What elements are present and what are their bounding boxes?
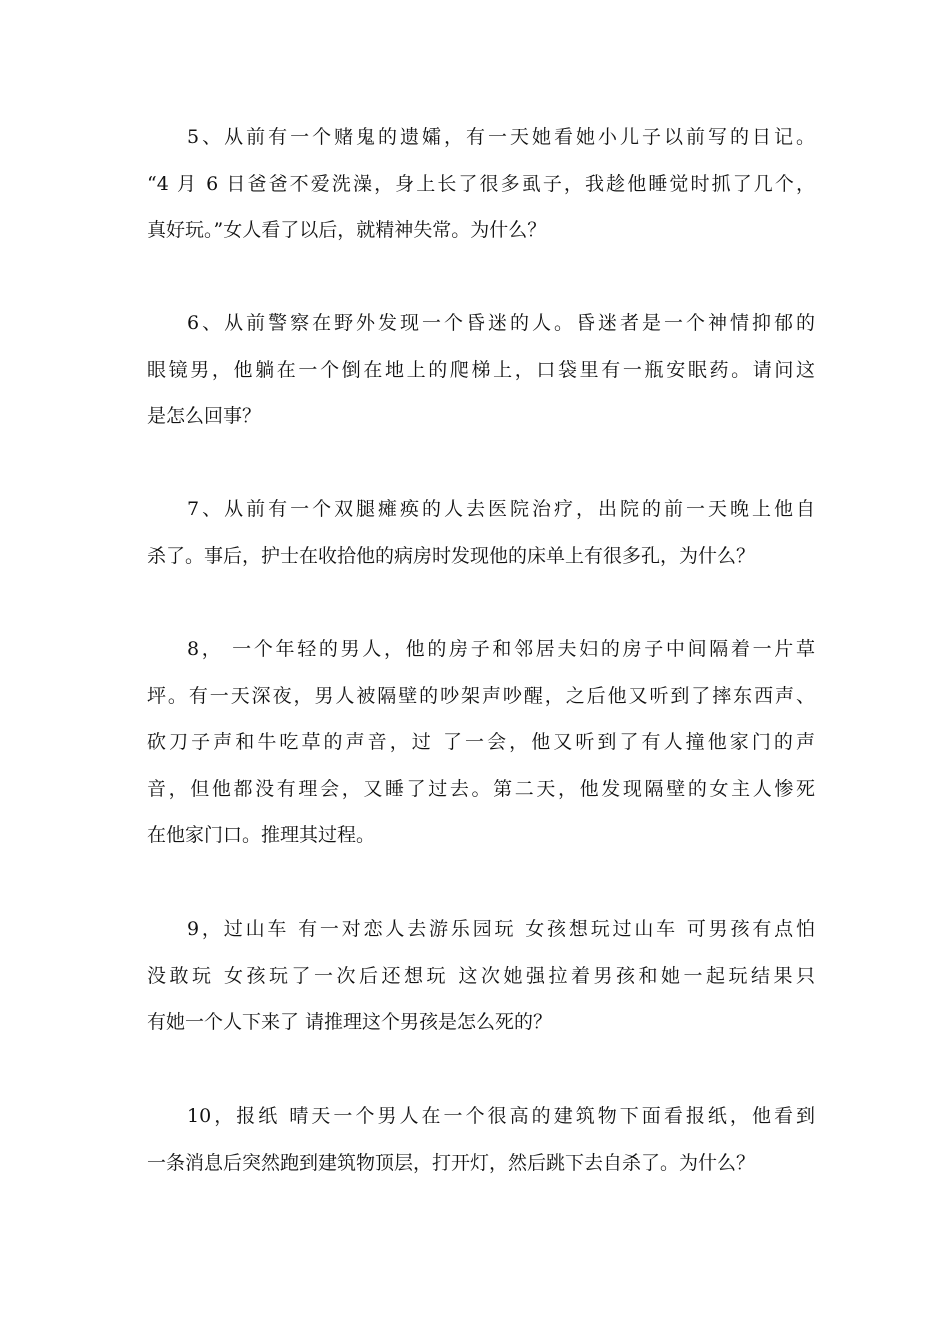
paragraph-line: 9，过山车 有一对恋人去游乐园玩 女孩想玩过山车 可男孩有点怕 bbox=[187, 918, 815, 940]
paragraph-line: 7、从前有一个双腿瘫痪的人去医院治疗，出院的前一天晚上他自 bbox=[187, 498, 815, 520]
paragraph-line: 是怎么回事？ bbox=[147, 405, 262, 427]
paragraph-line: 砍刀子声和牛吃草的声音，过 了一会，他又听到了有人撞他家门的声 bbox=[147, 731, 815, 753]
paragraph-line: 5、从前有一个赌鬼的遗孀，有一天她看她小儿子以前写的日记。 bbox=[187, 126, 815, 148]
paragraph-line: 真好玩。”女人看了以后，就精神失常。为什么？ bbox=[147, 219, 547, 241]
paragraph-line: 眼镜男，他躺在一个倒在地上的爬梯上，口袋里有一瓶安眠药。请问这 bbox=[147, 358, 815, 381]
paragraph-line: 在他家门口。推理其过程。 bbox=[147, 824, 376, 846]
paragraph-line: 8， 一个年轻的男人，他的房子和邻居夫妇的房子中间隔着一片草 bbox=[187, 638, 815, 660]
question-6-paragraph bbox=[147, 300, 815, 440]
paragraph-line: 10，报纸 晴天一个男人在一个很高的建筑物下面看报纸，他看到 bbox=[187, 1105, 815, 1127]
question-7-paragraph bbox=[147, 486, 815, 579]
paragraph-line: 有她一个人下来了 请推理这个男孩是怎么死的？ bbox=[147, 1011, 553, 1033]
question-8-paragraph bbox=[147, 626, 815, 859]
paragraph-line: 6、从前警察在野外发现一个昏迷的人。昏迷者是一个神情抑郁的 bbox=[187, 312, 815, 334]
paragraph-line: 坪。有一天深夜，男人被隔壁的吵架声吵醒，之后他又听到了摔东西声、 bbox=[147, 684, 815, 707]
paragraph-line: 没敢玩 女孩玩了一次后还想玩 这次她强拉着男孩和她一起玩结果只 bbox=[147, 964, 815, 987]
paragraph-line: 音，但他都没有理会，又睡了过去。第二天，他发现隔壁的女主人惨死 bbox=[147, 777, 815, 800]
paragraph-line: 一条消息后突然跑到建筑物顶层，打开灯，然后跳下去自杀了。为什么？ bbox=[147, 1151, 756, 1174]
question-10-paragraph bbox=[147, 1093, 815, 1186]
paragraph-line: 杀了。事后，护士在收拾他的病房时发现他的床单上有很多孔，为什么？ bbox=[147, 544, 756, 567]
question-5-paragraph bbox=[147, 114, 815, 254]
question-9-paragraph bbox=[147, 906, 815, 1046]
paragraph-line: “4 月 6 日爸爸不爱洗澡，身上长了很多虱子，我趁他睡觉时抓了几个， bbox=[147, 172, 815, 195]
